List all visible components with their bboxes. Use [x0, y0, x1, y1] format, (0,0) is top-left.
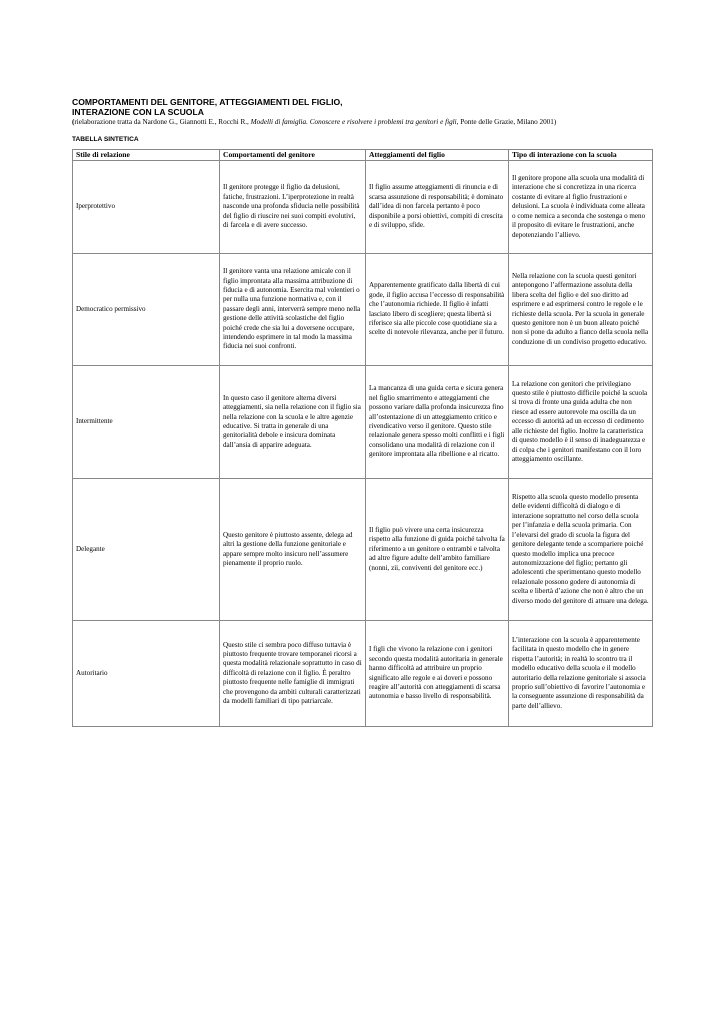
- relation-style-cell: Delegante: [73, 479, 220, 621]
- school-interaction-cell: Il genitore propone alla scuola una modalità di interazione che si concretizza in una ricerca costante di evitare al figlio frustrazioni e delusioni. La scuola è individuata come alleata o come nemica a seconda che sostenga o meno il proposito di evitare le frustrazioni, anche depotenziando l’allievo.: [509, 161, 653, 254]
- header-school-interaction: Tipo di interazione con la scuola: [509, 150, 653, 161]
- school-interaction-cell: Rispetto alla scuola questo modello presenta delle evidenti difficoltà di dialogo e di interazione soprattutto nel corso della scuola per l’infanzia e della scuola primaria. Con l’elevarsi del grado di scuola la figura del genitore delegante tende a scompariere poiché questo modello implica una precoce autonomizzazione del figlio; pertanto gli adolescenti che sperimentano questo modello relazionale possono godere di autonomia di scelta e libertà d’azione che non è altro che un diverso modo del genitore di attuare una delega.: [509, 479, 653, 621]
- document-page: [72, 97, 652, 727]
- source-publisher: Ponte delle Grazie, Milano 2001): [460, 118, 557, 126]
- relation-style-cell: Iperprotettivo: [73, 161, 220, 254]
- source-lead: rielaborazione tratta da Nardone G., Giannotti E., Rocchi R.,: [74, 118, 249, 126]
- header-child-attitude: Atteggiamenti del figlio: [366, 150, 509, 161]
- school-interaction-cell: La relazione con genitori che privilegiano questo stile è piuttosto difficile poiché la scuola si trova di fronte una guida adulta che non riesce ad essere autorevole ma oscilla da un eccesso di autorità ad un eccesso di cedimento alle richieste del figlio. Inoltre la caratteristica di questo modello è il senso di inadeguatezza e di colpa che i genitori manifestano con il loro atteggiamento oscillante.: [509, 366, 653, 479]
- header-relation-style: Stile di relazione: [73, 150, 220, 161]
- summary-table: [72, 149, 653, 727]
- child-attitude-cell: Il figlio assume atteggiamenti di rinuncia e di scarsa assunzione di responsabilità; è dominato dall’idea di non farcela pertanto è poco disponibile a porsi obiettivi, compiti di crescita e di sviluppo, sfide.: [366, 161, 509, 254]
- parent-behaviour-cell: In questo caso il genitore alterna diversi atteggiamenti, sia nella relazione con il figlio sia nella relazione con la scuola e le altre agenzie educative. Si tratta in generale di una genitorialità debole e insicura dominata dall’ansia di apparire adeguata.: [220, 366, 366, 479]
- table-row: [73, 621, 653, 727]
- school-interaction-cell: L’interazione con la scuola è apparentemente facilitata in questo modello che in genere rispetta l’autorità; in realtà lo scontro tra il modello educativo della scuola e il modello autoritario della relazione genitoriale si associa proprio sull’obiettivo di favorire l’autonomia e la conseguente assunzione di responsabilità da parte dell’allievo.: [509, 621, 653, 727]
- parent-behaviour-cell: Questo genitore è piuttosto assente, delega ad altri la gestione della funzione genitoriale e appare sempre molto insicuro nell’assumere pienamente il proprio ruolo.: [220, 479, 366, 621]
- child-attitude-cell: I figli che vivono la relazione con i genitori secondo questa modalità autoritaria in generale hanno difficoltà ad attribuire un proprio significato alle regole e ai doveri e possono reagire all’autorità con atteggiamenti di scarsa autonomia e basso livello di responsabilità.: [366, 621, 509, 727]
- child-attitude-cell: La mancanza di una guida certa e sicura genera nel figlio smarrimento e atteggiamenti che possono variare dalla profonda insicurezza fino all’ostentazione di un atteggiamento critico e rivendicativo verso il genitore. Questo stile relazionale genera spesso molti conflitti e i figli consolidano una modalità di relazione con il genitore improntata alla ribellione e al ricatto.: [366, 366, 509, 479]
- table-row: [73, 254, 653, 366]
- title-line-2: INTERAZIONE CON LA SCUOLA: [72, 107, 204, 117]
- parent-behaviour-cell: Questo stile ci sembra poco diffuso tuttavia è piuttosto frequente trovare temporanei ricorsi a questa modalità relazionale soprattutto in caso di difficoltà di relazione con il figlio. È peraltro piuttosto frequente nelle famiglie di immigrati che provengono da ambiti culturali caratterizzati da modelli familiari di tipo patriarcale.: [220, 621, 366, 727]
- child-attitude-cell: Apparentemente gratificato dalla libertà di cui gode, il figlio accusa l’eccesso di responsabilità che l’autonomia richiede. Il figlio è infatti lasciato libero di scegliere; questa libertà si riferisce sia alle piccole cose quotidiane sia a scelte di notevole rilevanza, anche per il futuro.: [366, 254, 509, 366]
- header-parent-behaviour: Comportamenti del genitore: [220, 150, 366, 161]
- document-title: [72, 97, 652, 117]
- relation-style-cell: Democratico permissivo: [73, 254, 220, 366]
- parent-behaviour-cell: Il genitore protegge il figlio da delusioni, fatiche, frustrazioni. L’iperprotezione in realtà nasconde una profonda sfiducia nelle possibilità del figlio di riuscire nei suoi compiti evolutivi, di farcela e di avere successo.: [220, 161, 366, 254]
- relation-style-cell: Intermittente: [73, 366, 220, 479]
- title-line-1: COMPORTAMENTI DEL GENITORE, ATTEGGIAMENTI DEL FIGLIO,: [72, 97, 343, 107]
- table-row: [73, 479, 653, 621]
- table-row: [73, 366, 653, 479]
- school-interaction-cell: Nella relazione con la scuola questi genitori antepongono l’affermazione assoluta della libera scelta del figlio e del suo diritto ad esprimere e ad esprimersi contro le regole e le richieste della scuola. Per la scuola in generale questo genitore non è un buon alleato poiché non si pone da adulto a fianco della scuola nella conduzione di un condiviso progetto educativo.: [509, 254, 653, 366]
- table-header-row: [73, 150, 653, 161]
- child-attitude-cell: Il figlio può vivere una certa insicurezza rispetto alla funzione di guida poiché talvolta fa riferimento a un genitore o entrambi e talvolta ad altre figure adulte dell’ambito familiare (nonni, zii, conviventi del genitore ecc.): [366, 479, 509, 621]
- parent-behaviour-cell: Il genitore vanta una relazione amicale con il figlio improntata alla massima attribuzione di fiducia e di autonomia. Esercita mal volentieri o per nulla una funzione normativa e, con il passare degli anni, interverrà sempre meno nella gestione delle attività scolastiche del figlio poiché crede che sia lui a doversene occupare, intendendo esprimere in tal modo la massima fiducia nei suoi confronti.: [220, 254, 366, 366]
- table-subtitle: TABELLA SINTETICA: [72, 136, 139, 143]
- source-note: [72, 118, 652, 127]
- table-row: [73, 161, 653, 254]
- relation-style-cell: Autoritario: [73, 621, 220, 727]
- source-book-title: Modelli di famiglia. Conoscere e risolvere i problemi tra genitori e figli,: [250, 118, 459, 126]
- source-open-paren: (: [72, 118, 75, 126]
